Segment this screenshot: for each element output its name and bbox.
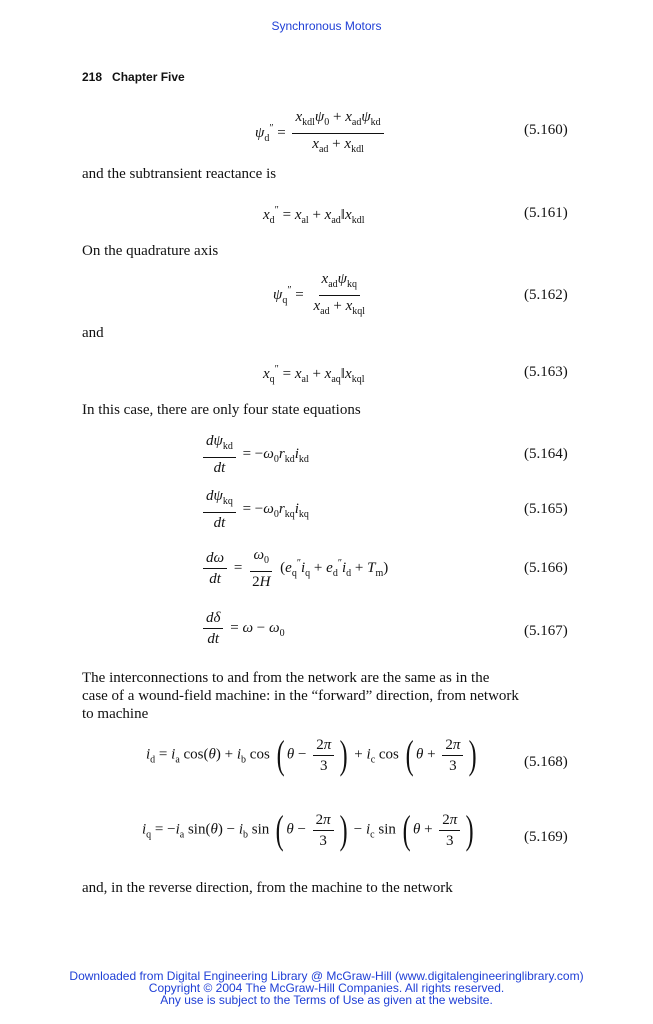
equation-number: (5.161) bbox=[524, 205, 568, 221]
page-number: 218 bbox=[82, 70, 103, 84]
paragraph: and the subtransient reactance is bbox=[82, 166, 277, 182]
equation-5-167: $\frac{d\delta}{dt}$ = $\omega - \omega_0$ bbox=[200, 609, 285, 648]
footer-line: Any use is subject to the Terms of Use as given at the website. bbox=[160, 993, 493, 1007]
chapter-title: Chapter Five bbox=[112, 70, 185, 84]
equation-number: (5.160) bbox=[524, 122, 568, 138]
paragraph: On the quadrature axis bbox=[82, 243, 219, 259]
footer bbox=[0, 970, 653, 1006]
equation-number: (5.164) bbox=[524, 446, 568, 462]
equation-5-168: $i_d = i_a$ $\cos(\theta) + i_b$ cos ( θ − $\frac{2\pi}{3}$ ) + $i_c$ cos ( θ + $\frac{2\pi}{3}$ ) bbox=[146, 732, 477, 777]
equation-number: (5.165) bbox=[524, 501, 568, 517]
paragraph-line: The interconnections to and from the network are the same as in the bbox=[82, 670, 490, 686]
paragraph-line: to machine bbox=[82, 706, 149, 722]
paragraph: and bbox=[82, 325, 104, 341]
equation-5-160: $\psi_d''$ = $\frac{x_{kdl}\psi_0 + x_{ad}\psi_{kd}}{x_{ad} + x_{kdl}}$ bbox=[255, 108, 387, 159]
equation-5-164: $\frac{d\psi_{kd}}{dt}$ = $-\omega_0r_{kd}i_{kd}$ bbox=[200, 432, 309, 477]
footer-line: Copyright © 2004 The McGraw-Hill Companies. All rights reserved. bbox=[148, 981, 505, 995]
paragraph bbox=[82, 669, 582, 723]
paragraph: In this case, there are only four state equations bbox=[82, 402, 361, 418]
equation-5-161: $x_d'' = x_{al}$ + $x_{ad}‖x_{kdl}$ bbox=[263, 205, 365, 226]
equation-number: (5.162) bbox=[524, 287, 568, 303]
running-head: Synchronous Motors bbox=[271, 19, 382, 33]
equation-number: (5.163) bbox=[524, 364, 568, 380]
footer-line[interactable]: Downloaded from Digital Engineering Library @ McGraw-Hill (www.digitalengineeringlibrary.com) bbox=[69, 969, 584, 983]
equation-number: (5.168) bbox=[524, 754, 568, 770]
equation-5-163: $x_q'' = x_{al}$ + $x_{aq}‖x_{kql}$ bbox=[263, 364, 365, 385]
equation-number: (5.169) bbox=[524, 829, 568, 845]
equation-5-165: $\frac{d\psi_{kq}}{dt}$ = $-\omega_0r_{kq}i_{kq}$ bbox=[200, 487, 309, 532]
equation-number: (5.166) bbox=[524, 560, 568, 576]
equation-5-162: $\psi_q''$ = $\frac{x_{ad}\psi_{kq}}{x_{ad} + x_{kql}}$ bbox=[273, 271, 366, 317]
paragraph: and, in the reverse direction, from the machine to the network bbox=[82, 880, 453, 896]
paragraph-line: case of a wound-field machine: in the “forward” direction, from network bbox=[82, 688, 519, 704]
equation-5-166: $\frac{d\omega}{dt}$ = $\frac{\omega_0}{2H}$ $(e_q''i_q + e_d''i_d + T_m)$ bbox=[200, 546, 388, 591]
page-header bbox=[82, 70, 185, 84]
equation-5-169: $i_q = -i_a$ $\sin(\theta) - i_b$ sin ( θ − $\frac{2\pi}{3}$ ) − $i_c$ sin ( θ + $\frac{2\pi}{3}$ ) bbox=[142, 807, 474, 852]
equation-number: (5.167) bbox=[524, 623, 568, 639]
